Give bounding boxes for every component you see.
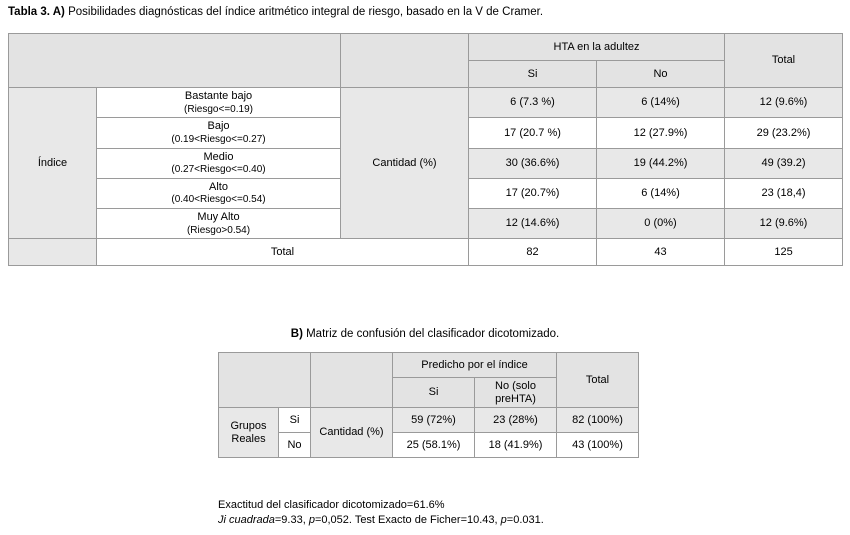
table-b-row-0-no: 23 (28%) xyxy=(475,408,557,433)
row-name: Medio xyxy=(203,150,234,163)
row-range: (0.27<Riesgo<=0.40) xyxy=(171,164,266,176)
caption-table-b xyxy=(0,328,850,340)
table-b-row-0-si: 59 (72%) xyxy=(393,408,475,433)
header-no-line1: No (solo xyxy=(495,380,536,392)
table-a-row-2-si: 30 (36.6%) xyxy=(469,148,597,178)
table-b-row-0-total: 82 (100%) xyxy=(557,408,639,433)
table-a-row-0-no: 6 (14%) xyxy=(597,88,725,118)
table-a-row-3-name xyxy=(97,178,341,208)
table-a-footer-total: 125 xyxy=(725,239,843,266)
table-b-header-row-1 xyxy=(219,353,639,378)
row-name: Bajo xyxy=(207,120,230,133)
row-name: Muy Alto xyxy=(197,211,240,224)
table-a xyxy=(8,33,843,266)
notes-p-value-2: =0.031. xyxy=(506,513,544,526)
table-b-header-group: Predicho por el índice xyxy=(393,353,557,378)
table-b-row-0-name: Si xyxy=(279,408,311,433)
table-a-row-2-total: 49 (39.2) xyxy=(725,148,843,178)
table-a-row-4-no: 0 (0%) xyxy=(597,209,725,239)
caption-table-b-text: Matriz de confusión del clasificador dicotomizado. xyxy=(302,328,560,340)
notes-line-2 xyxy=(218,513,544,528)
table-b-row-1-total: 43 (100%) xyxy=(557,433,639,458)
table-a-index-label: Índice xyxy=(9,88,97,239)
table-b-header-si: Si xyxy=(393,378,475,408)
table-a-header-si: Si xyxy=(469,61,597,88)
table-a-row-3-no: 6 (14%) xyxy=(597,178,725,208)
table-row xyxy=(9,88,843,118)
table-row xyxy=(219,408,639,433)
row-label-line2: Reales xyxy=(231,432,266,445)
table-b-row-1-no: 18 (41.9%) xyxy=(475,433,557,458)
row-label-line1: Grupos xyxy=(230,420,267,433)
notes-line-1: Exactitud del clasificador dicotomizado=61.6% xyxy=(218,499,445,511)
table-b-row-1-name: No xyxy=(279,433,311,458)
table-a-header-row-1 xyxy=(9,34,843,61)
table-a-row-2-no: 19 (44.2%) xyxy=(597,148,725,178)
table-b-measure-label: Cantidad (%) xyxy=(311,408,393,458)
header-no-line2: preHTA) xyxy=(495,392,536,405)
caption-table-a xyxy=(8,6,543,18)
notes-stat-name: Ji cuadrada xyxy=(218,513,275,526)
table-b-notes xyxy=(218,498,544,528)
caption-table-a-label: Tabla 3. A) xyxy=(8,6,65,18)
row-range: (Riesgo<=0.19) xyxy=(184,103,253,115)
table-a-measure-label: Cantidad (%) xyxy=(341,88,469,239)
table-a-row-1-name xyxy=(97,118,341,148)
table-a-row-4-total: 12 (9.6%) xyxy=(725,209,843,239)
table-b-corner-cell xyxy=(219,353,311,408)
row-range: (0.19<Riesgo<=0.27) xyxy=(171,133,266,145)
table-a-row-0-total: 12 (9.6%) xyxy=(725,88,843,118)
table-a-footer-si: 82 xyxy=(469,239,597,266)
table-a-row-4-name xyxy=(97,209,341,239)
table-a-header-no: No xyxy=(597,61,725,88)
row-range: (Riesgo>0.54) xyxy=(186,224,251,236)
table-a-row-0-si: 6 (7.3 %) xyxy=(469,88,597,118)
table-a-corner-cell xyxy=(9,34,341,88)
table-b-header-total: Total xyxy=(557,353,639,408)
table-a-row-4-si: 12 (14.6%) xyxy=(469,209,597,239)
caption-table-a-text: Posibilidades diagnósticas del índice aritmético integral de riesgo, basado en la V de Cramer. xyxy=(64,6,544,18)
table-a-row-1-no: 12 (27.9%) xyxy=(597,118,725,148)
row-range: (0.40<Riesgo<=0.54) xyxy=(171,194,266,206)
table-b-row-label xyxy=(219,408,279,458)
notes-stat-value: =9.33, xyxy=(274,513,309,526)
table-a-row-1-total: 29 (23.2%) xyxy=(725,118,843,148)
table-row xyxy=(219,433,639,458)
caption-table-b-label: B) xyxy=(290,328,303,340)
table-b-header-no xyxy=(475,378,557,408)
table-a-header-group: HTA en la adultez xyxy=(469,34,725,61)
table-a-footer-spacer xyxy=(9,239,97,266)
table-b-row-1-si: 25 (58.1%) xyxy=(393,433,475,458)
notes-p-2: p xyxy=(500,513,507,526)
table-a-row-2-name xyxy=(97,148,341,178)
table-b xyxy=(218,352,639,458)
table-b-corner-cell-2 xyxy=(311,353,393,408)
table-a-row-0-name xyxy=(97,88,341,118)
row-name: Bastante bajo xyxy=(184,90,253,102)
notes-p-1: p xyxy=(308,513,315,526)
table-a-footer-label: Total xyxy=(97,239,469,266)
table-a-row-3-si: 17 (20.7%) xyxy=(469,178,597,208)
table-a-corner-cell-2 xyxy=(341,34,469,88)
table-a-footer-row xyxy=(9,239,843,266)
table-a-row-3-total: 23 (18,4) xyxy=(725,178,843,208)
table-a-header-total: Total xyxy=(725,34,843,88)
table-a-row-1-si: 17 (20.7 %) xyxy=(469,118,597,148)
notes-p-value-1: =0,052. Test Exacto de Ficher=10.43, xyxy=(314,513,501,526)
row-name: Alto xyxy=(209,180,228,193)
table-a-footer-no: 43 xyxy=(597,239,725,266)
